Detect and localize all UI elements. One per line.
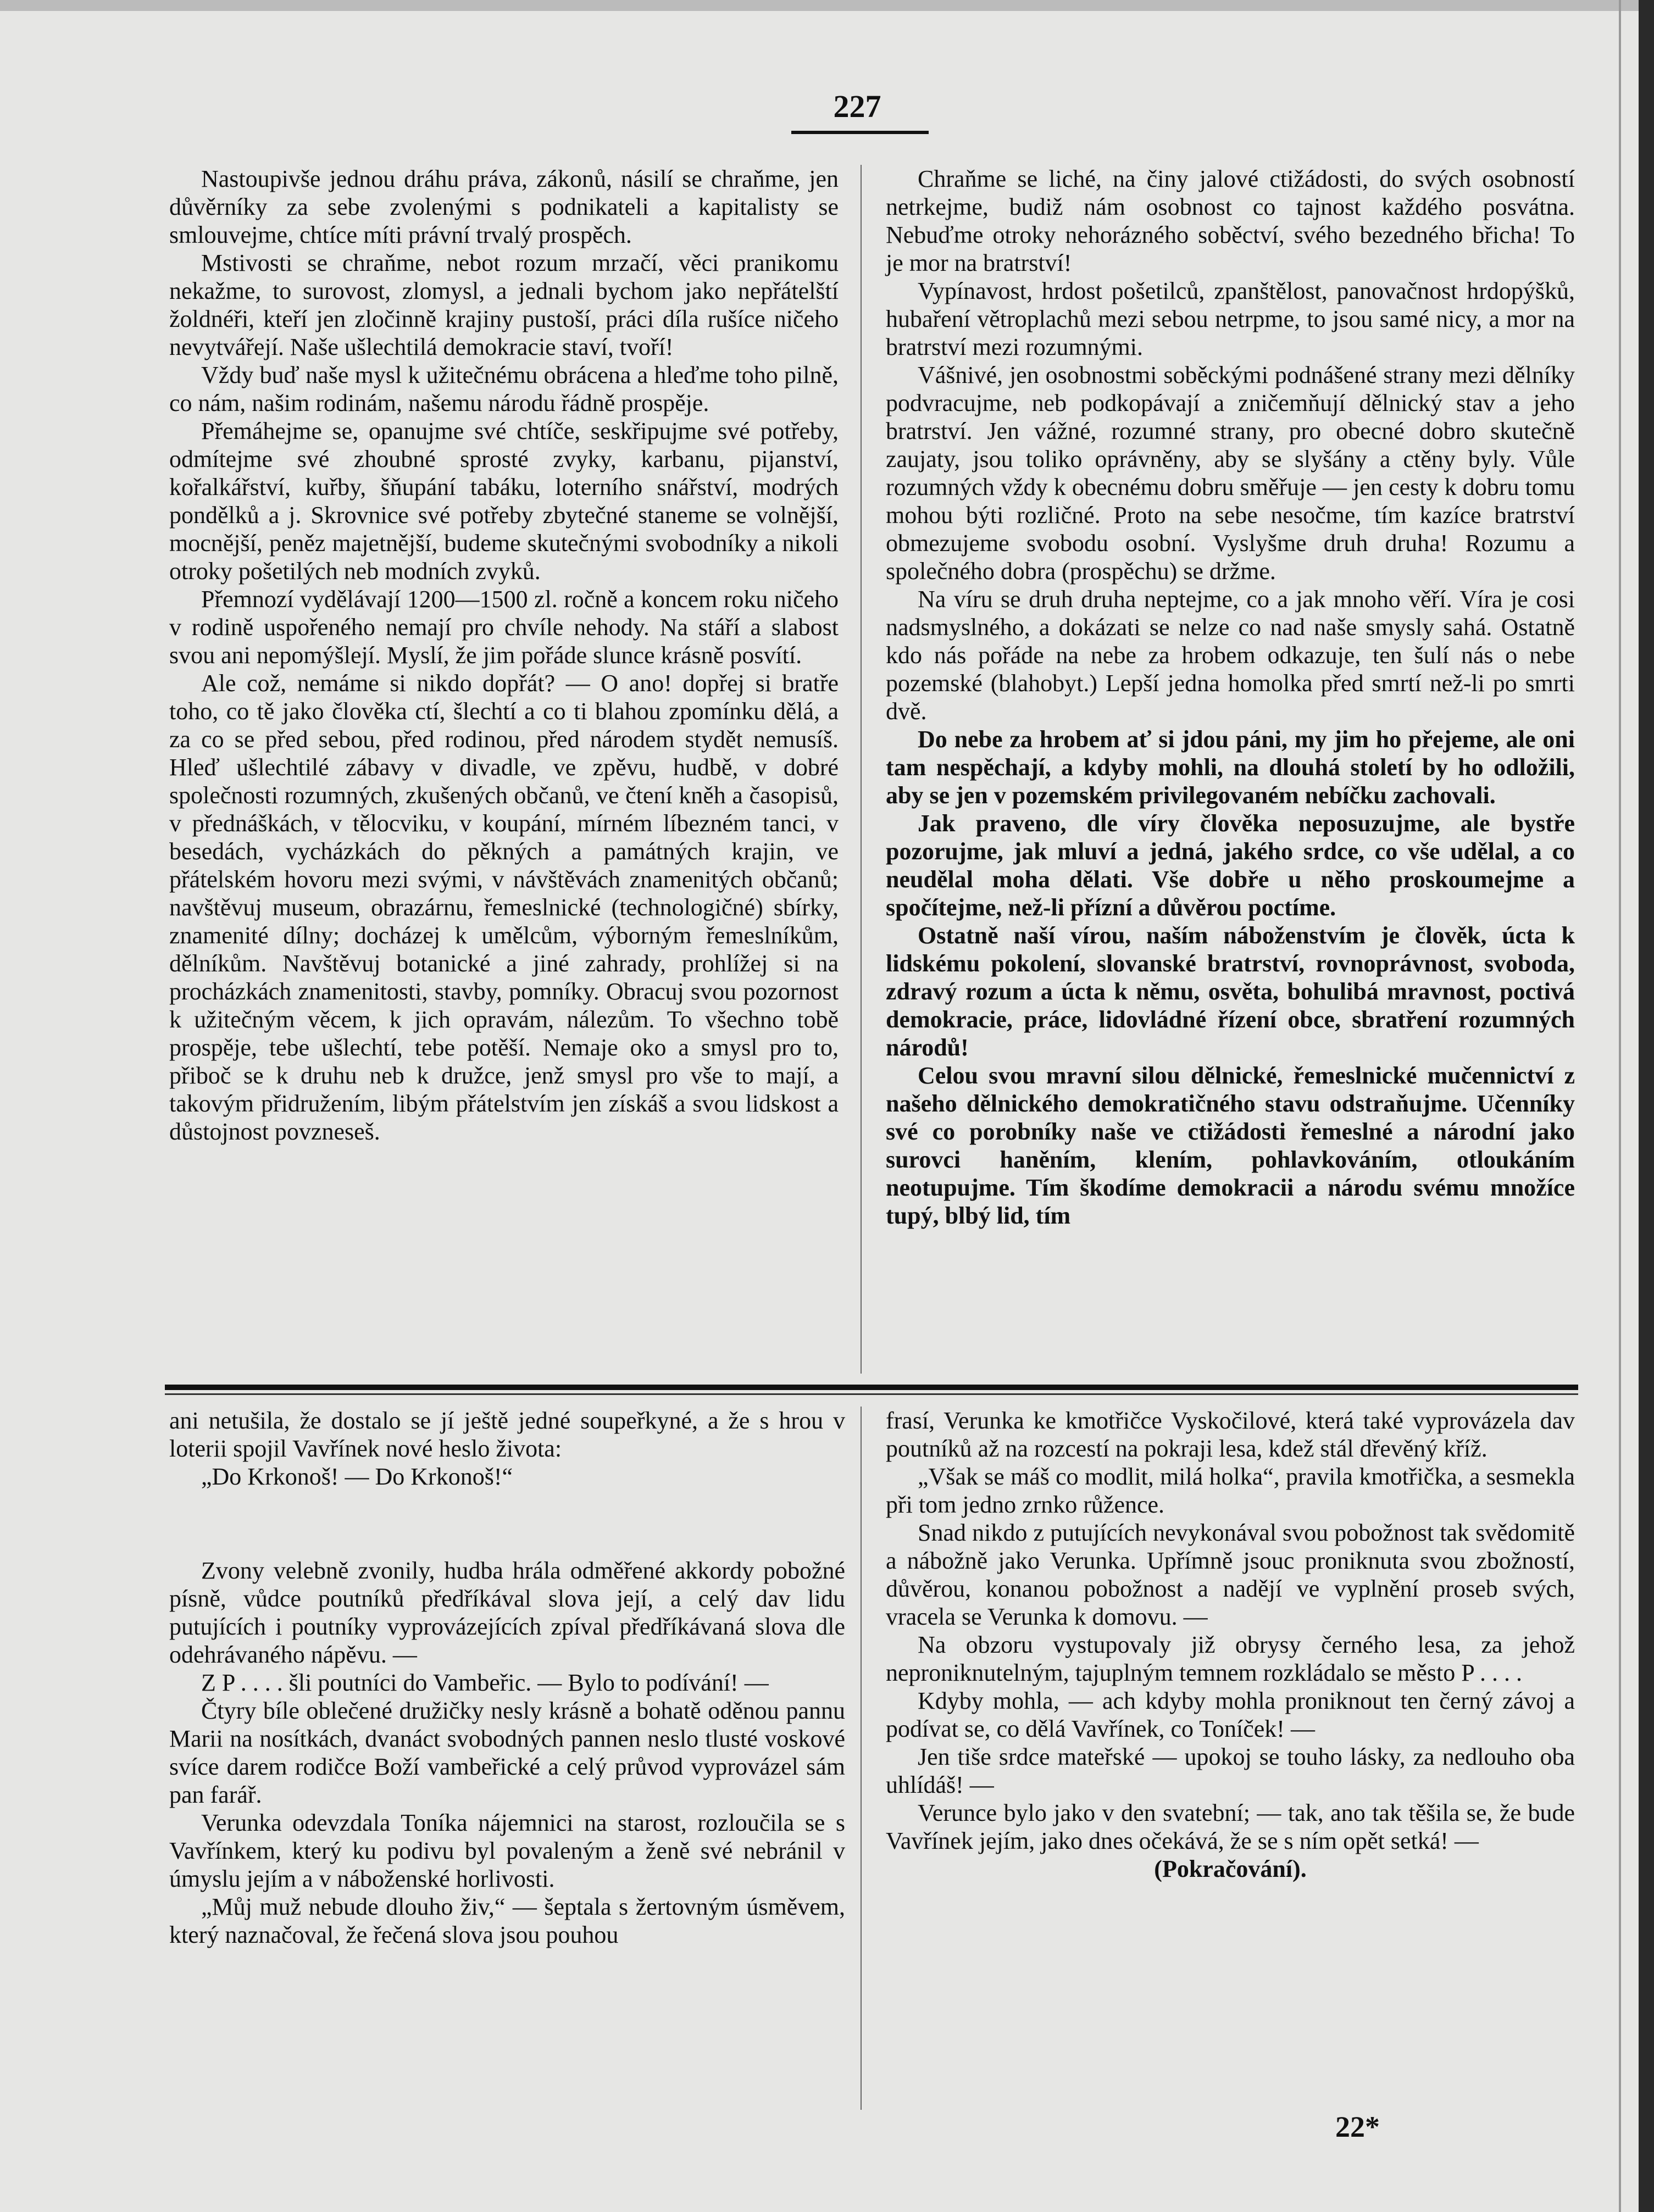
paragraph-gap [169,1491,845,1557]
paragraph: ani netušila, že dostalo se jí ještě jedné soupeřkyné, a že s hrou v loterii spojil Vavřínek nové heslo života: [169,1407,845,1462]
paragraph: (Pokračování). [1154,1855,1307,1882]
page-number: 227 [833,88,881,124]
right-edge-shadow [1639,0,1654,2212]
paragraph: Chraňme se liché, na činy jalové ctižádosti, do svých osobností netrkejme, budiž nám osobnost co tajnost každého posvátna. Nebuďme otroky nehorázného soběctví, svého bezedného břicha! To je mor na bratrství! [886,165,1575,276]
column-divider-top [861,165,862,1374]
paragraph: „Však se máš co modlit, milá holka“, pravila kmotřička, a sesmekla při tom jedno zrnko růžence. [886,1463,1575,1518]
paragraph: Vždy buď naše mysl k užitečnému obrácena a hleďme toho pilně, co nám, našim rodinám, našemu národu řádně prospěje. [169,362,839,416]
paragraph: Zvony velebně zvonily, hudba hrála odměřené akkordy pobožné písně, vůdce poutníků předříkával slova její, a celý dav lidu putujících i poutníky vyprovázejících zpíval předříkávaná slova dle odehrávaného nápěvu. — [169,1557,845,1668]
column-divider-bottom [861,1407,862,2110]
printer-signature-mark: 22* [1335,2110,1380,2143]
paragraph: Celou svou mravní silou dělnické, řemeslnické mučennictví z našeho dělnického demokratičného stavu odstraňujme. Učenníky své co porobníky naše ve ctižádosti řemeslné a národní jako surovci haněním, klením, pohlavkováním, otloukáním neotupujme. Tím škodíme demokracii a národu svému množíce tupý, blbý lid, tím [886,1062,1575,1229]
paragraph: Mstivosti se chraňme, nebot rozum mrzačí, věci pranikomu nekažme, to surovost, zlomysl, a jednali bychom jako nepřátelští žoldnéři, kteří jen zločinně krajiny pustoší, práci díla rušíce ničeho nevytvářejí. Naše ušlechtilá demokracie staví, tvoří! [169,249,839,360]
paragraph: Vášnivé, jen osobnostmi soběckými podnášené strany mezi dělníky podvracujme, neb podkopávají a zničemňují dělnický stav a jeho bratrství. Jen vážné, rozumné strany, pro obecné dobro skutečně zaujaty, jsou toliko oprávněny, aby se slyšány a ctěny byly. Vůle rozumných vždy k obecnému dobru směřuje — jen cesty k dobru tomu mohou býti rozličné. Proto na sebe nesočme, tím kazíce bratrství obmezujeme svobodu osobní. Vyslyšme druh druha! Rozumu a společného dobra (prospěchu) se držme. [886,362,1575,585]
page-number-rule [791,131,929,134]
paragraph: Verunka odevzdala Toníka nájemnici na starost, rozloučila se s Vavřínkem, který ku podivu byl povaleným a ženě své nebránil v úmyslu jejím a v náboženské horlivosti. [169,1809,845,1892]
paragraph: Přemáhejme se, opanujme své chtíče, seskřipujme své potřeby, odmítejme své zhoubné sprosté zvyky, karbanu, pijanství, kořalkářství, kuřby, šňupání tabáku, loterního snářství, modrých pondělků a j. Skrovnice své potřeby zbytečné staneme se volnější, mocnější, peněz majetnější, budeme skutečnými svobodníky a nikoli otroky pošetilých neb modních zvyků. [169,418,839,585]
paragraph: Nastoupivše jednou dráhu práva, zákonů, násilí se chraňme, jen důvěrníky za sebe zvolenými s podnikateli a kapitalisty se smlouvejme, chtíce míti právní trvalý prospěch. [169,165,839,248]
top-edge-shadow [0,0,1654,11]
right-edge-line [1619,0,1621,2212]
paragraph: Na obzoru vystupovaly již obrysy černého lesa, za jehož neproniknutelným, tajuplným temnem rozkládalo se město P . . . . [886,1631,1575,1686]
paragraph: Jak praveno, dle víry člověka neposuzujme, ale bystře pozorujme, jak mluví a jedná, jakého srdce, co vše udělal, a co neudělal moha dělati. Vše dobře u něho proskoumejme a spočítejme, než-li přízní a důvěrou poctíme. [886,810,1575,921]
paragraph: Čtyry bíle oblečené družičky nesly krásně a bohatě oděnou pannu Marii na nosítkách, dvanáct svobodných pannen neslo tlusté voskové svíce darem rodičce Boží vambeřické a celý průvod vyprovázel sám pan farář. [169,1697,845,1808]
column-top-left [169,165,839,1146]
paragraph: Na víru se druh druha neptejme, co a jak mnoho věří. Víra je cosi nadsmyslného, a dokázati se nelze co nad naše smysly sahá. Ostatně kdo nás pořáde na nebe za hrobem odkazuje, ten šulí nás o nebe pozemské (blahobyt.) Lepší jedna homolka před smrtí než-li po smrti dvě. [886,586,1575,725]
column-bottom-right [886,1407,1575,1883]
section-rule-thin [165,1393,1578,1395]
paragraph: Z P . . . . šli poutníci do Vambeřic. — Bylo to podívání! — [201,1669,769,1696]
column-top-right [886,165,1575,1230]
paragraph: frasí, Verunka ke kmotřičce Vyskočilové, která také vyprovázela dav poutníků až na rozcestí na pokraji lesa, kdež stál dřevěný kříž. [886,1407,1575,1462]
paragraph: Verunce bylo jako v den svatební; — tak, ano tak těšila se, že bude Vavřínek jejím, jako dnes očekává, že se s ním opět setká! — [886,1799,1575,1854]
paragraph: Vypínavost, hrdost pošetilců, zpanštělost, panovačnost hrdopýšků, hubaření větroplachů mezi sebou netrpme, to jsou samé nicy, a mor na bratrství mezi rozumnými. [886,277,1575,360]
paragraph: Ostatně naší vírou, naším náboženstvím je člověk, úcta k lidskému pokolení, slovanské bratrství, rovnoprávnost, svoboda, zdravý rozum a úcta k němu, osvěta, bohulibá mravnost, poctivá demokracie, práce, lidovládné řízení obce, sbratření rozumných národů! [886,922,1575,1061]
column-bottom-left [169,1407,845,1949]
section-rule-thick [165,1385,1578,1390]
paragraph: Ale což, nemáme si nikdo dopřát? — O ano! dopřej si bratře toho, co tě jako člověka ctí, šlechtí a co ti blahou zpomínku dělá, a za co se před sebou, před rodinou, před národem stydět nemusíš. Hleď ušlechtilé zábavy v divadle, ve zpěvu, hudbě, v dobré společnosti rozumných, zkušených občanů, ve čtení kněh a časopisů, v přednáškách, v tělocviku, v koupání, mírném líbezném tanci, v besedách, vycházkách do pěkných a památných krajin, ve přátelském hovoru mezi svými, v návštěvách znamenitých občanů; navštěvuj museum, obrazárnu, řemeslnické (technologičné) sbírky, znamenité dílny; docházej k umělcům, výborným řemeslníkům, dělníkům. Navštěvuj botanické a jiné zahrady, prohlížej si na procházkách znamenitosti, stavby, pomníky. Obracuj svou pozornost k užitečným věcem, k jich opravám, nálezům. To všechno tobě prospěje, tebe ušlechtí, tebe potěší. Nemaje oko a smysl pro to, přiboč se k druhu neb k družce, jenž smysl pro vše to mají, a takovým přidružením, libým přátelstvím jen získáš a svou lidskost a důstojnost povzneseš. [169,670,839,1145]
paragraph: Kdyby mohla, — ach kdyby mohla proniknout ten černý závoj a podívat se, co dělá Vavřínek, co Toníček! — [886,1687,1575,1742]
paragraph: „Do Krkonoš! — Do Krkonoš!“ [201,1463,513,1490]
paragraph: Přemnozí vydělávají 1200—1500 zl. ročně a koncem roku ničeho v rodině uspořeného nemají pro chvíle nehody. Na stáří a slabost svou ani nepomýšlejí. Myslí, že jim pořáde slunce krásně posvítí. [169,586,839,669]
paragraph: Do nebe za hrobem ať si jdou páni, my jim ho přejeme, ale oni tam nespěchají, a kdyby mohli, na dlouhá století by ho odložili, aby se jen v pozemském privilegovaném nebíčku zachovali. [886,726,1575,809]
paragraph: Snad nikdo z putujících nevykonával svou pobožnost tak svědomitě a nábožně jako Verunka. Upřímně jsouc proniknuta svou zbožností, důvěrou, konanou pobožnost a nadějí ve vyplnění proseb svých, vracela se Verunka k domovu. — [886,1519,1575,1630]
paragraph: „Můj muž nebude dlouho živ,“ — šeptala s žertovným úsměvem, který naznačoval, že řečená slova jsou pouhou [169,1893,845,1948]
paragraph: Jen tiše srdce mateřské — upokoj se touho lásky, za nedlouho oba uhlídáš! — [886,1743,1575,1798]
